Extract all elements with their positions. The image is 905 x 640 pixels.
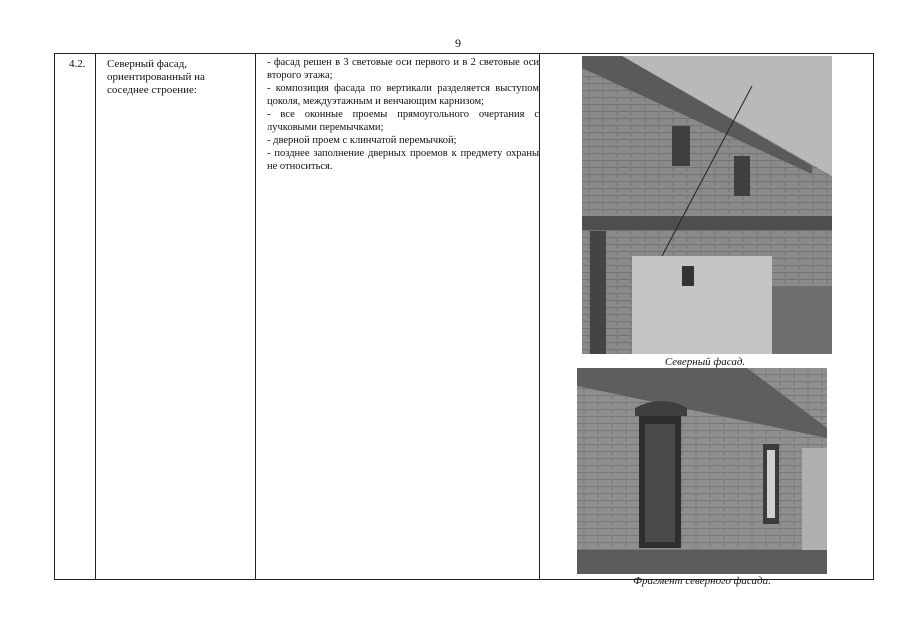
north-facade-caption: Северный фасад.: [664, 356, 746, 368]
row-number: 4.2.: [69, 58, 86, 70]
north-facade-fragment-drawing: [577, 368, 827, 574]
north-facade-fragment-photo: [577, 368, 827, 574]
description-item: - композиция фасада по вертикали разделяется выступом цоколя, междуэтажным и венчающим карнизом;: [267, 83, 539, 107]
north-facade-photo-drawing: [582, 56, 832, 354]
description-item: - фасад решен в 3 световые оси первого и в 2 световые оси второго этажа;: [267, 57, 539, 81]
element-name: [103, 54, 253, 97]
north-facade-fragment-caption: Фрагмент северного фасада.: [633, 575, 771, 587]
element-name-line: ориентированный на: [107, 71, 205, 83]
column-divider: [539, 54, 540, 579]
description-item: - все оконные проемы прямоугольного очертания с лучковыми перемычками;: [267, 109, 539, 133]
element-name-line: Северный фасад,: [107, 58, 188, 70]
description-item: - позднее заполнение дверных проемов к предмету охраны не относиться.: [267, 148, 539, 172]
column-divider: [95, 54, 96, 579]
element-name-line: соседнее строение:: [107, 84, 197, 96]
element-description: [265, 54, 539, 173]
column-divider: [255, 54, 256, 579]
description-item: - дверной проем с клинчатой перемычкой;: [267, 135, 457, 146]
page-number: 9: [455, 36, 461, 50]
north-facade-photo: [582, 56, 832, 354]
